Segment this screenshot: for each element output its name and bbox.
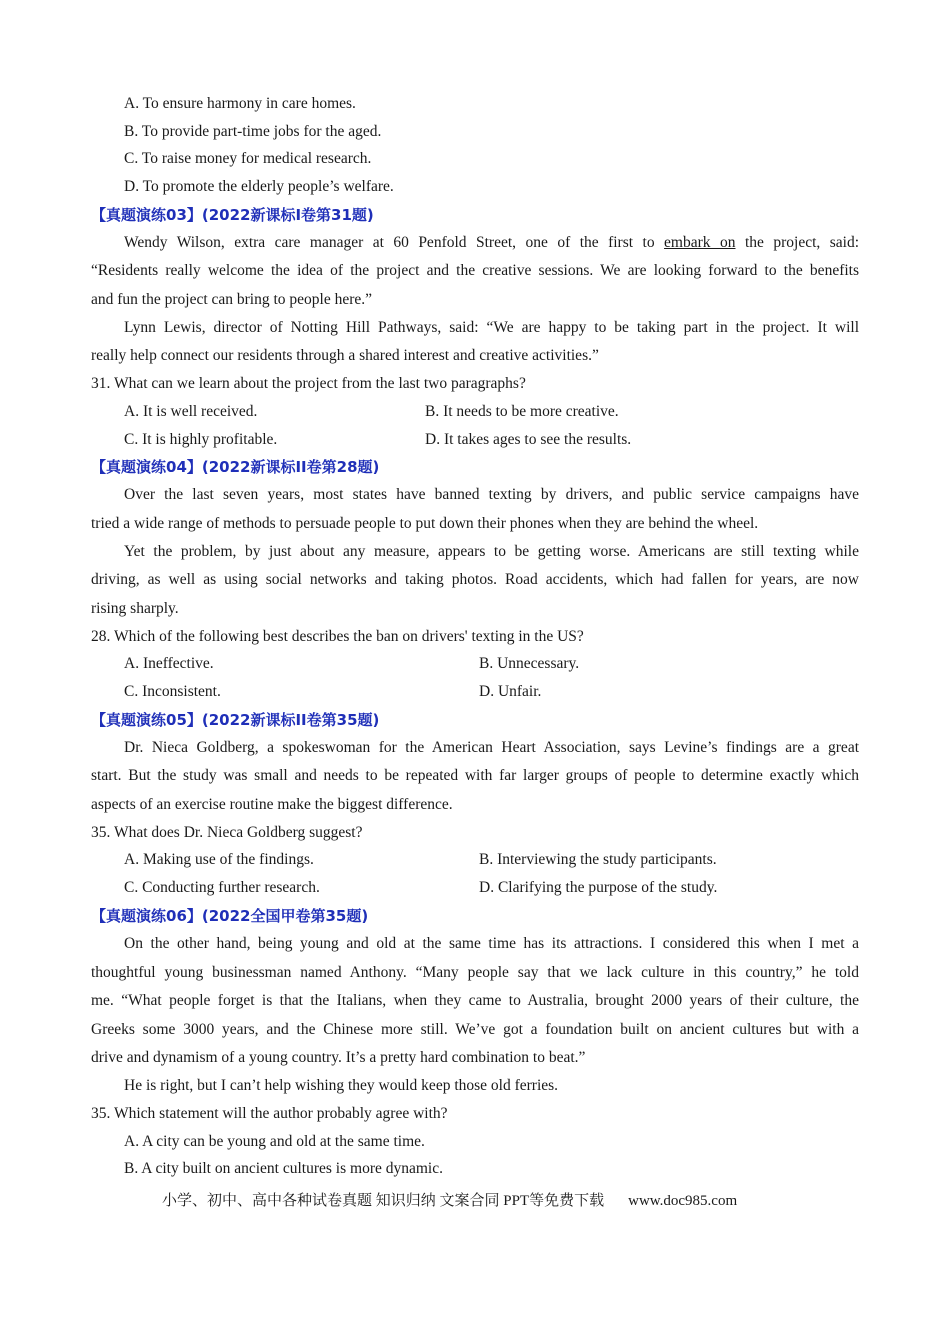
passage-line: Wendy Wilson, extra care manager at 60 Penfold Street, one of the first to embark on the project, said: (124, 234, 860, 251)
section-heading: 【真题演练06】(2022全国甲卷第35题) (91, 907, 369, 925)
passage-line: rising sharply. (91, 600, 179, 617)
option-a: A. Making use of the findings. (124, 851, 314, 868)
question: 35. Which statement will the author probably agree with? (91, 1105, 448, 1122)
passage-line: me. “What people forget is that the Italians, when they came to Australia, brought 2000 years of their culture, the (91, 992, 859, 1009)
page-footer (162, 1191, 737, 1211)
option-c: C. Inconsistent. (124, 683, 221, 700)
option-d: D. Clarifying the purpose of the study. (479, 879, 718, 896)
option-c: C. It is highly profitable. (124, 431, 278, 448)
passage-line: driving, as well as using social networks and taking photos. Road accidents, which had fallen for years, are now (91, 571, 859, 588)
passage-line: Lynn Lewis, director of Notting Hill Pathways, said: “We are happy to be taking part in the project. It will (124, 319, 859, 336)
passage-line: Greeks some 3000 years, and the Chinese more still. We’ve got a foundation built on ancient cultures but with a (91, 1021, 859, 1038)
option-b: B. A city built on ancient cultures is more dynamic. (124, 1160, 443, 1177)
option-a: A. It is well received. (124, 403, 258, 420)
passage-line: He is right, but I can’t help wishing they would keep those old ferries. (124, 1077, 559, 1094)
passage-line: tried a wide range of methods to persuade people to put down their phones when they are behind the wheel. (91, 515, 759, 532)
footer-text: 小学、初中、高中各种试卷真题 知识归纳 文案合同 PPT等免费下载 (162, 1193, 605, 1209)
section-heading: 【真题演练03】(2022新课标I卷第31题) (91, 206, 374, 224)
question: 31. What can we learn about the project from the last two paragraphs? (91, 375, 526, 392)
question: 28. Which of the following best describes the ban on drivers' texting in the US? (91, 628, 584, 645)
option-a: A. A city can be young and old at the same time. (124, 1133, 425, 1150)
section-heading: 【真题演练05】(2022新课标II卷第35题) (91, 711, 380, 729)
option-d: D. To promote the elderly people’s welfare. (124, 178, 394, 195)
passage-line: and fun the project can bring to people here.” (91, 291, 373, 308)
passage-line: really help connect our residents through a shared interest and creative activities.” (91, 347, 599, 364)
option-b: B. It needs to be more creative. (425, 403, 619, 420)
underlined-phrase: embark on (664, 234, 736, 251)
option-c: C. Conducting further research. (124, 879, 320, 896)
section-heading: 【真题演练04】(2022新课标II卷第28题) (91, 458, 380, 476)
option-d: D. Unfair. (479, 683, 542, 700)
option-d: D. It takes ages to see the results. (425, 431, 632, 448)
passage-line: On the other hand, being young and old at the same time has its attractions. I considered this when I met a (124, 935, 859, 952)
option-a: A. To ensure harmony in care homes. (124, 95, 356, 112)
passage-line: Yet the problem, by just about any measure, appears to be getting worse. Americans are still texting while (124, 543, 859, 560)
passage-line: aspects of an exercise routine make the biggest difference. (91, 796, 453, 813)
question: 35. What does Dr. Nieca Goldberg suggest? (91, 824, 363, 841)
passage-line: drive and dynamism of a young country. It’s a pretty hard combination to beat.” (91, 1049, 586, 1066)
passage-line: Over the last seven years, most states have banned texting by drivers, and public service campaigns have (124, 486, 859, 503)
passage-line: “Residents really welcome the idea of the project and the creative sessions. We are looking forward to the benefits (91, 262, 859, 279)
option-b: B. Interviewing the study participants. (479, 851, 717, 868)
option-b: B. Unnecessary. (479, 655, 580, 672)
passage-line: Dr. Nieca Goldberg, a spokeswoman for the American Heart Association, says Levine’s findings are a great (124, 739, 859, 756)
passage-line: start. But the study was small and needs to be repeated with far larger groups of people to determine exactly which (91, 767, 859, 784)
option-b: B. To provide part-time jobs for the aged. (124, 123, 382, 140)
option-a: A. Ineffective. (124, 655, 214, 672)
option-c: C. To raise money for medical research. (124, 150, 372, 167)
passage-line: thoughtful young businessman named Anthony. “Many people say that we lack culture in this country,” he told (91, 964, 859, 981)
footer-url[interactable]: www.doc985.com (628, 1193, 738, 1209)
